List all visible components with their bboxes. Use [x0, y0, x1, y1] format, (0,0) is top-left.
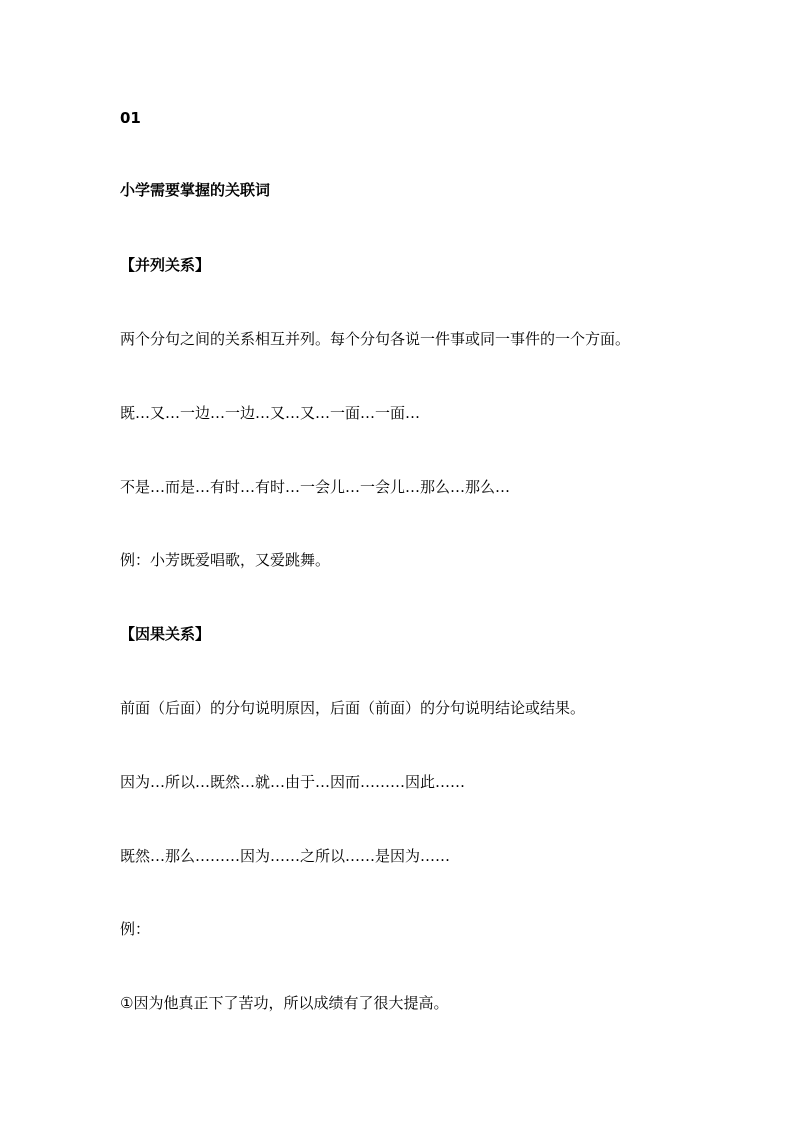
parallel-words-line-1: 既…又…一边…一边…又…又…一面…一面…: [120, 404, 421, 422]
parallel-heading: 【并列关系】: [120, 256, 211, 274]
causal-heading: 【因果关系】: [120, 625, 211, 643]
document-title: 小学需要掌握的关联词: [120, 181, 271, 199]
causal-words-line-2: 既然…那么………因为……之所以……是因为……: [120, 847, 451, 865]
causal-example-1: ①因为他真正下了苦功，所以成绩有了很大提高。: [120, 994, 449, 1012]
causal-words-line-1: 因为…所以…既然…就…由于…因而………因此……: [120, 773, 466, 791]
causal-description: 前面（后面）的分句说明原因，后面（前面）的分句说明结论或结果。: [120, 699, 586, 717]
parallel-example: 例：小芳既爱唱歌，又爱跳舞。: [120, 551, 331, 569]
parallel-description: 两个分句之间的关系相互并列。每个分句各说一件事或同一事件的一个方面。: [120, 330, 631, 348]
causal-example-label: 例：: [120, 920, 151, 938]
section-number: 01: [120, 109, 141, 127]
parallel-words-line-2: 不是…而是…有时…有时…一会儿…一会儿…那么…那么…: [120, 478, 511, 496]
